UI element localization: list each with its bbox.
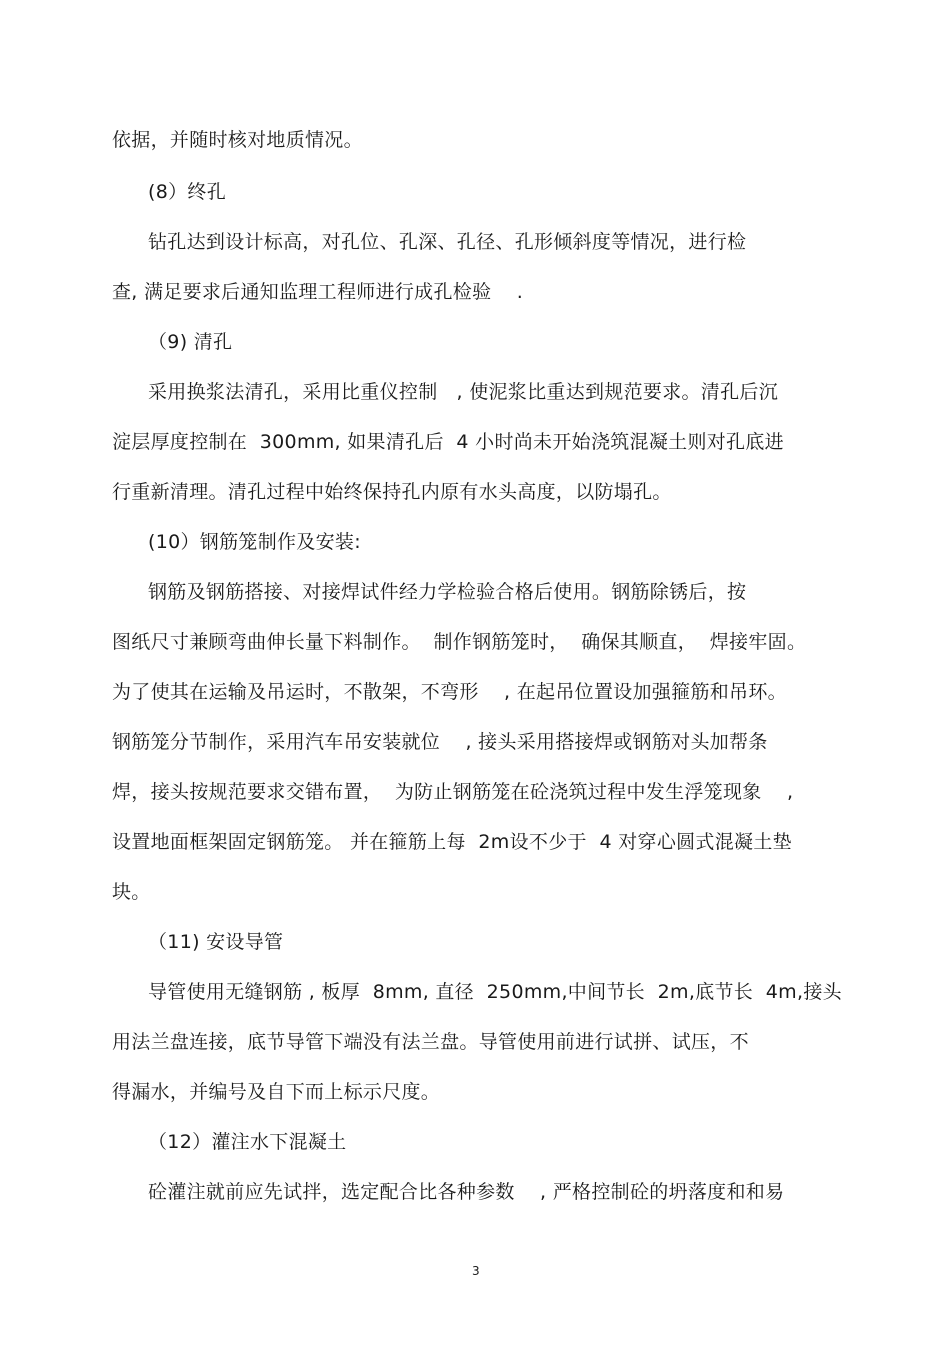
text-line: 采用换浆法清孔，采用比重仪控制 , 使泥浆比重达到规范要求。清孔后沉	[148, 381, 778, 403]
text-line: 钢筋笼分节制作，采用汽车吊安装就位 , 接头采用搭接焊或钢筋对头加帮条	[112, 731, 768, 753]
text-line: 导管使用无缝钢筋 , 板厚 8mm, 直径 250mm,中间节长 2m,底节长 4m,接头	[148, 981, 842, 1003]
section-heading: (10）钢筋笼制作及安装:	[148, 531, 361, 553]
text-line: 行重新清理。清孔过程中始终保持孔内原有水头高度，以防塌孔。	[112, 481, 672, 503]
text-line: 得漏水，并编号及自下而上标示尺度。	[112, 1081, 441, 1103]
text-line: 图纸尺寸兼顾弯曲伸长量下料制作。 制作钢筋笼时， 确保其顺直， 焊接牢固。	[112, 631, 807, 653]
text-line: 为了使其在运输及吊运时，不散架，不弯形 , 在起吊位置设加强箍筋和吊环。	[112, 681, 787, 703]
text-line: 查, 满足要求后通知监理工程师进行成孔检验 .	[112, 281, 524, 303]
text-line: 块。	[112, 881, 151, 903]
text-line: 砼灌注就前应先试拌，选定配合比各种参数 , 严格控制砼的坍落度和和易	[148, 1181, 785, 1203]
page-number: 3	[472, 1264, 480, 1278]
text-line: 依据，并随时核对地质情况。	[112, 129, 363, 151]
section-heading: （11) 安设导管	[148, 931, 284, 953]
section-heading: (8）终孔	[148, 181, 227, 203]
text-line: 设置地面框架固定钢筋笼。 并在箍筋上每 2m设不少于 4 对穿心圆式混凝土垫	[112, 831, 792, 853]
text-line: 钢筋及钢筋搭接、对接焊试件经力学检验合格后使用。钢筋除锈后，按	[148, 581, 747, 603]
text-line: 焊，接头按规范要求交错布置， 为防止钢筋笼在砼浇筑过程中发生浮笼现象 ,	[112, 781, 794, 803]
section-heading: （9) 清孔	[148, 331, 233, 353]
text-line: 淀层厚度控制在 300mm, 如果清孔后 4 小时尚未开始浇筑混凝土则对孔底进	[112, 431, 784, 453]
text-line: 钻孔达到设计标高，对孔位、孔深、孔径、孔形倾斜度等情况，进行检	[148, 231, 747, 253]
text-line: 用法兰盘连接，底节导管下端没有法兰盘。导管使用前进行试拼、试压，不	[112, 1031, 749, 1053]
section-heading: （12）灌注水下混凝土	[148, 1131, 347, 1153]
